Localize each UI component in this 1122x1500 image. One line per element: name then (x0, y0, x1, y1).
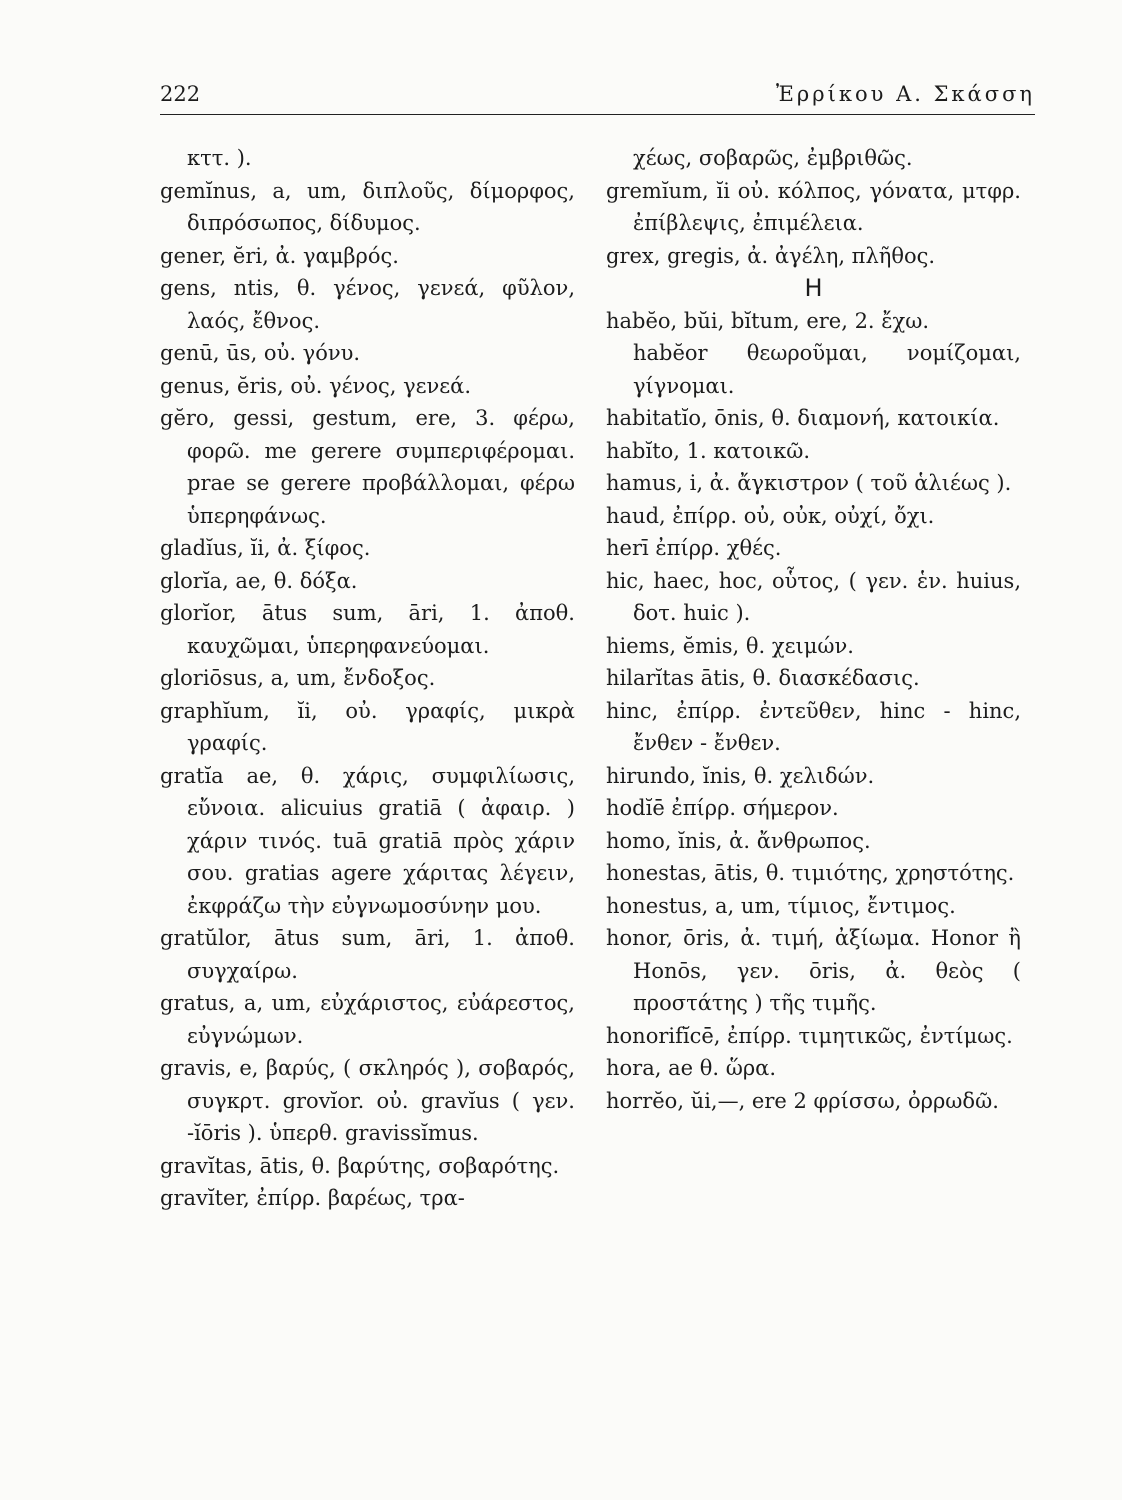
dictionary-entry: grex, gregis, ἀ. ἀγέλη, πλῆθος. (606, 243, 936, 268)
dictionary-entry: gratus, a, um, εὐχάριστος, εὐάρεστος, εὐγνώμων. (160, 991, 575, 1048)
dictionary-entry: habĭto, 1. κατοικῶ. (606, 438, 811, 463)
dictionary-entry: genū, ūs, οὐ. γόνυ. (160, 341, 361, 365)
dictionary-entry: honorifĭcē, ἐπίρρ. τιμητικῶς, ἐντίμως. (606, 1023, 1013, 1048)
dictionary-entry: gravis, e, βαρύς, ( σκληρός ), σοβαρός, συγκρτ. grovĭor. οὐ. gravĭus ( γεν. -ĭōris ). ὑπερθ. gravissĭmus. (160, 1056, 575, 1145)
dictionary-entry: gravĭter, ἐπίρρ. βαρέως, τρα- (160, 1186, 465, 1210)
dictionary-entry: honestus, a, um, τίμιος, ἔντιμος. (606, 893, 956, 918)
header-rule (160, 114, 1035, 115)
dictionary-entry: gravĭtas, ātis, θ. βαρύτης, σοβαρότης. (160, 1153, 560, 1178)
section-letter: H (804, 274, 823, 302)
dictionary-entry: horrĕo, ŭi,—, ere 2 φρίσσω, ὀρρωδῶ. (606, 1088, 999, 1113)
dictionary-entry: hilarĭtas ātis, θ. διασκέδασις. (606, 666, 920, 690)
dictionary-entry: honor, ōris, ἀ. τιμή, ἀξίωμα. Honor ἢ Honōs, γεν. ōris, ἀ. θεὸς ( προστάτης ) τῆς τιμῆς. (606, 926, 1021, 1015)
entry-continuation: χέως, σοβαρῶς, ἐμβριθῶς. (633, 146, 913, 170)
dictionary-entry: homo, ĭnis, ἀ. ἄνθρωπος. (606, 828, 871, 853)
dictionary-entry: gĕro, gessi, gestum, ere, 3. φέρω, φορῶ. me gerere συμπεριφέρομαι. prae se gerere προβάλλομαι, φέρω ὑπερηφάνως. (160, 406, 575, 528)
dictionary-entry: hora, ae θ. ὥρα. (606, 1056, 777, 1080)
dictionary-entry: habitatĭo, ōnis, θ. διαμονή, κατοικία. (606, 406, 1000, 430)
dictionary-entry: herī ἐπίρρ. χθές. (606, 536, 782, 560)
dictionary-entry: gener, ĕri, ἀ. γαμβρός. (160, 243, 399, 268)
left-column (160, 142, 575, 1215)
dictionary-entry: gratŭlor, ātus sum, āri, 1. ἀποθ. συγχαίρω. (160, 926, 575, 983)
dictionary-entry: glorĭor, ātus sum, āri, 1. ἀποθ. καυχῶμαι, ὑπερηφανεύομαι. (160, 601, 575, 658)
dictionary-entry: gemĭnus, a, um, διπλοῦς, δίμορφος, διπρόσωπος, δίδυμος. (160, 178, 575, 235)
dictionary-entry: habĕor θεωροῦμαι, νομίζομαι, γίγνομαι. (633, 341, 1021, 398)
dictionary-entry: hamus, i, ἀ. ἄγκιστρον ( τοῦ ἁλιέως ). (606, 471, 1012, 495)
dictionary-entry: graphĭum, ĭi, οὐ. γραφίς, μικρὰ γραφίς. (160, 698, 575, 755)
dictionary-entry: gloriōsus, a, um, ἔνδοξος. (160, 666, 436, 690)
page-header (160, 76, 1035, 116)
dictionary-entry: gladĭus, ĭi, ἀ. ξίφος. (160, 536, 371, 560)
running-head: Ἐρρίκου Α. Σκάσση (776, 82, 1035, 106)
dictionary-entry: gens, ntis, θ. γένος, γενεά, φῦλον, λαός, ἔθνος. (160, 276, 575, 333)
dictionary-entry: hic, haec, hoc, οὗτος, ( γεν. ἑν. huius, δοτ. huic ). (606, 568, 1021, 625)
dictionary-entry: gremĭum, ĭi οὐ. κόλπος, γόνατα, μτφρ. ἐπίβλεψις, ἐπιμέλεια. (606, 178, 1021, 235)
entry-continuation: κττ. ). (187, 146, 252, 170)
dictionary-entry: haud, ἐπίρρ. οὐ, οὐκ, οὐχί, ὄχι. (606, 503, 935, 528)
dictionary-entry: hinc, ἐπίρρ. ἐντεῦθεν, hinc - hinc, ἔνθεν - ἔνθεν. (606, 698, 1021, 755)
dictionary-entry: habĕo, bŭi, bĭtum, ere, 2. ἔχω. (606, 308, 930, 333)
page-number: 222 (160, 82, 201, 106)
right-column (606, 142, 1021, 1117)
dictionary-entry: genus, ĕris, οὐ. γένος, γενεά. (160, 373, 472, 398)
dictionary-entry: hirundo, ĭnis, θ. χελιδών. (606, 763, 875, 788)
dictionary-entry: honestas, ātis, θ. τιμιότης, χρηστότης. (606, 861, 1015, 885)
dictionary-entry: gratĭa ae, θ. χάρις, συμφιλίωσις, εὔνοια. alicuius gratiā ( ἀφαιρ. ) χάριν τινός. tuā gratiā πρὸς χάριν σου. gratias agere χάριτας λέγειν, ἐκφράζω τὴν εὐγνωμοσύνην μου. (160, 763, 575, 918)
dictionary-entry: hodĭē ἐπίρρ. σήμερον. (606, 796, 839, 820)
dictionary-entry: glorĭa, ae, θ. δόξα. (160, 568, 358, 593)
dictionary-entry: hiems, ĕmis, θ. χειμών. (606, 633, 854, 658)
